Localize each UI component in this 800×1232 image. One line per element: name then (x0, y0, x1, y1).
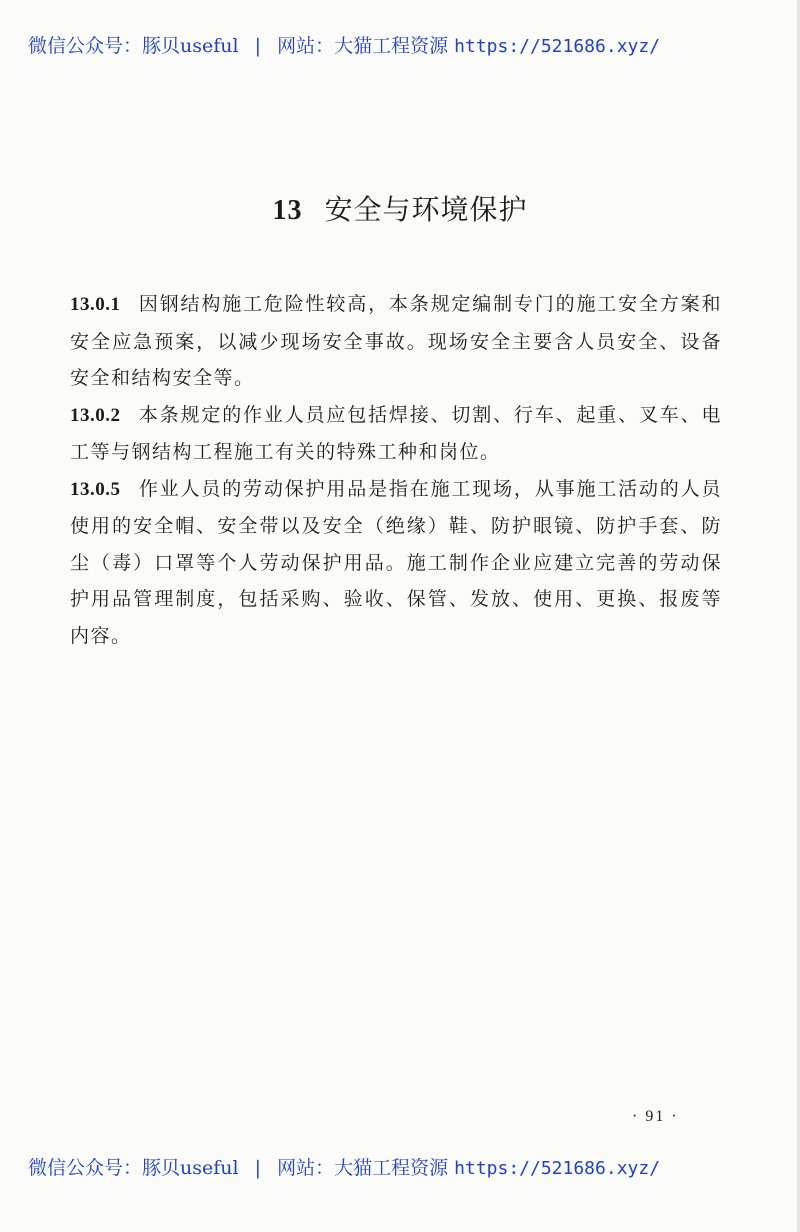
clause-13-0-1 (70, 286, 722, 397)
chapter-title: 安全与环境保护 (324, 193, 528, 226)
clause-13-0-2 (70, 397, 722, 471)
clause-text: 作业人员的劳动保护用品是指在施工现场，从事施工活动的人员使用的安全帽、安全带以及安全（绝缘）鞋、防护眼镜、防护手套、防尘（毒）口罩等个人劳动保护用品。施工制作企业应建立完善的劳动保护用品管理制度，包括采购、验收、保管、发放、使用、更换、报废等内容。 (70, 477, 722, 647)
clause-text: 因钢结构施工危险性较高，本条规定编制专门的施工安全方案和安全应急预案，以减少现场安全事故。现场安全主要含人员安全、设备安全和结构安全等。 (70, 293, 722, 389)
clause-13-0-5 (70, 471, 722, 655)
watermark-separator: | (254, 1157, 262, 1179)
watermark-site: 网站：大猫工程资源 (277, 35, 449, 57)
watermark-top (28, 31, 788, 61)
clause-list (70, 286, 722, 654)
clause-number: 13.0.2 (70, 404, 121, 426)
clause-number: 13.0.5 (70, 478, 121, 500)
watermark-wechat: 微信公众号：豚贝useful (28, 1157, 239, 1179)
watermark-site: 网站：大猫工程资源 (277, 1157, 449, 1179)
watermark-wechat: 微信公众号：豚贝useful (28, 35, 239, 57)
clause-number: 13.0.1 (70, 294, 121, 315)
watermark-bottom (28, 1153, 788, 1183)
chapter-heading (0, 188, 800, 228)
watermark-separator: | (254, 35, 262, 57)
watermark-url[interactable]: https://521686.xyz/ (454, 1158, 661, 1179)
chapter-number: 13 (272, 195, 303, 226)
page-number: · 91 · (632, 1108, 679, 1125)
watermark-url[interactable]: https://521686.xyz/ (454, 36, 661, 57)
clause-text: 本条规定的作业人员应包括焊接、切割、行车、起重、叉车、电工等与钢结构工程施工有关的特殊工种和岗位。 (70, 403, 722, 463)
